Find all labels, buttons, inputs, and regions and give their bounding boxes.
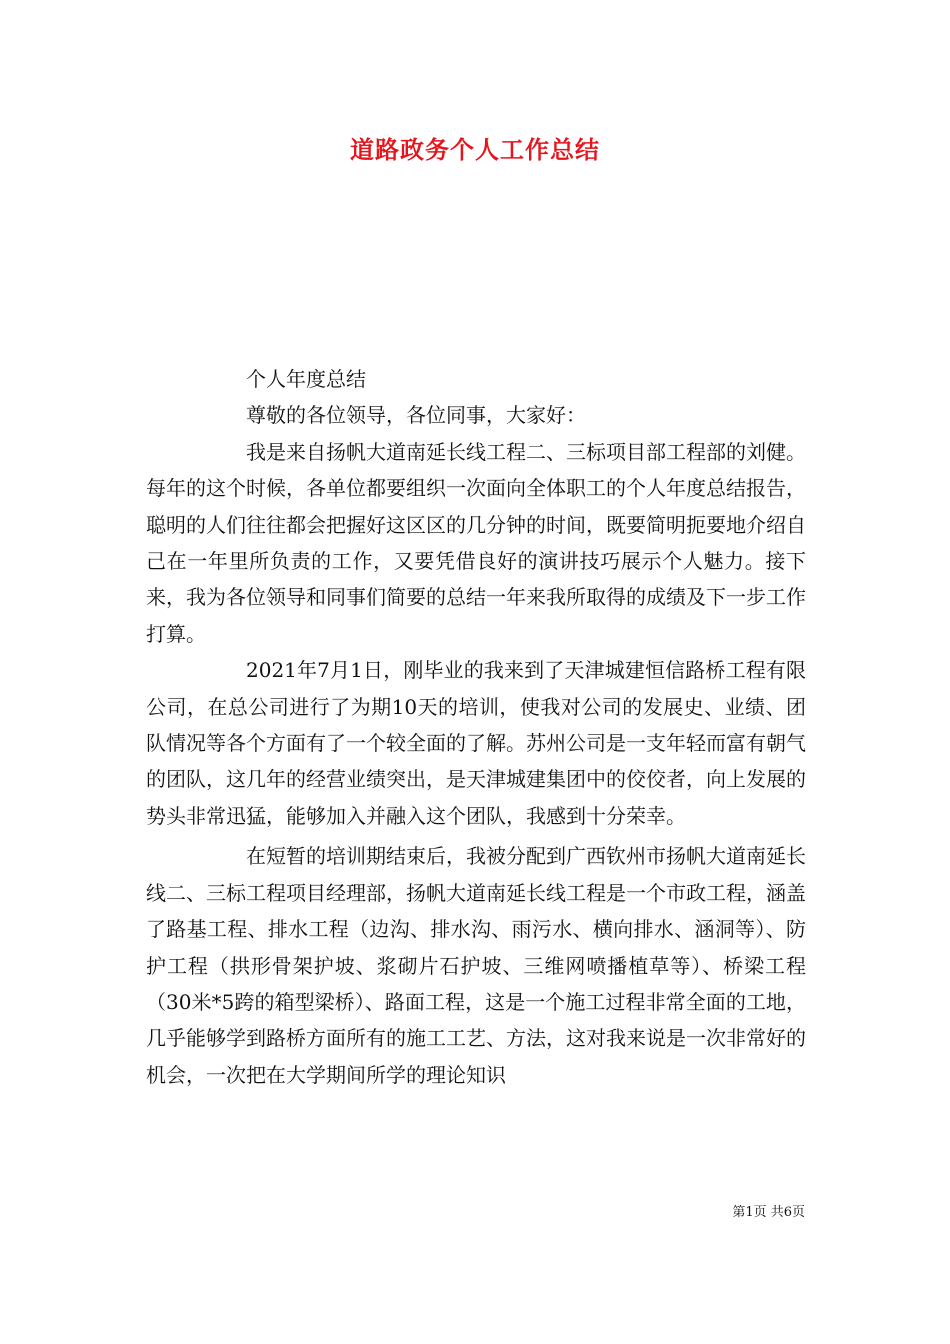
body-paragraph: 我是来自扬帆大道南延长线工程二、三标项目部工程部的刘健。每年的这个时候，各单位都要组织一次面向全体职工的个人年度总结报告，聪明的人们往往都会把握好这区区的几分钟的时间，既要简明扼要地介绍自己在一年里所负责的工作，又要凭借良好的演讲技巧展示个人魅力。接下来，我为各位领导和同事们简要的总结一年来我所取得的成绩及下一步工作打算。 — [146, 439, 806, 646]
page-number-footer: 第1页 共6页 — [732, 1205, 805, 1220]
document-body — [146, 361, 806, 1093]
section-heading: 个人年度总结 — [246, 367, 366, 391]
body-paragraph: 在短暂的培训期结束后，我被分配到广西钦州市扬帆大道南延长线二、三标工程项目经理部，扬帆大道南延长线工程是一个市政工程，涵盖了路基工程、排水工程（边沟、排水沟、雨污水、横向排水、涵洞等）、防护工程（拱形骨架护坡、浆砌片石护坡、三维网喷播植草等）、桥梁工程（30米*5跨的箱型梁桥）、路面工程，这是一个施工过程非常全面的工地，几乎能够学到路桥方面所有的施工工艺、方法，这对我来说是一次非常好的机会，一次把在大学期间所学的理论知识 — [146, 844, 806, 1087]
body-paragraph: 2021年7月1日，刚毕业的我来到了天津城建恒信路桥工程有限公司，在总公司进行了为期10天的培训，使我对公司的发展史、业绩、团队情况等各个方面有了一个较全面的了解。苏州公司是一支年轻而富有朝气的团队，这几年的经营业绩突出，是天津城建集团中的佼佼者，向上发展的势头非常迅猛，能够加入并融入这个团队，我感到十分荣幸。 — [146, 658, 806, 828]
document-title-text: 道路政务个人工作总结 — [350, 135, 600, 164]
greeting-line: 尊敬的各位领导，各位同事，大家好： — [246, 403, 586, 428]
document-title — [0, 134, 950, 166]
